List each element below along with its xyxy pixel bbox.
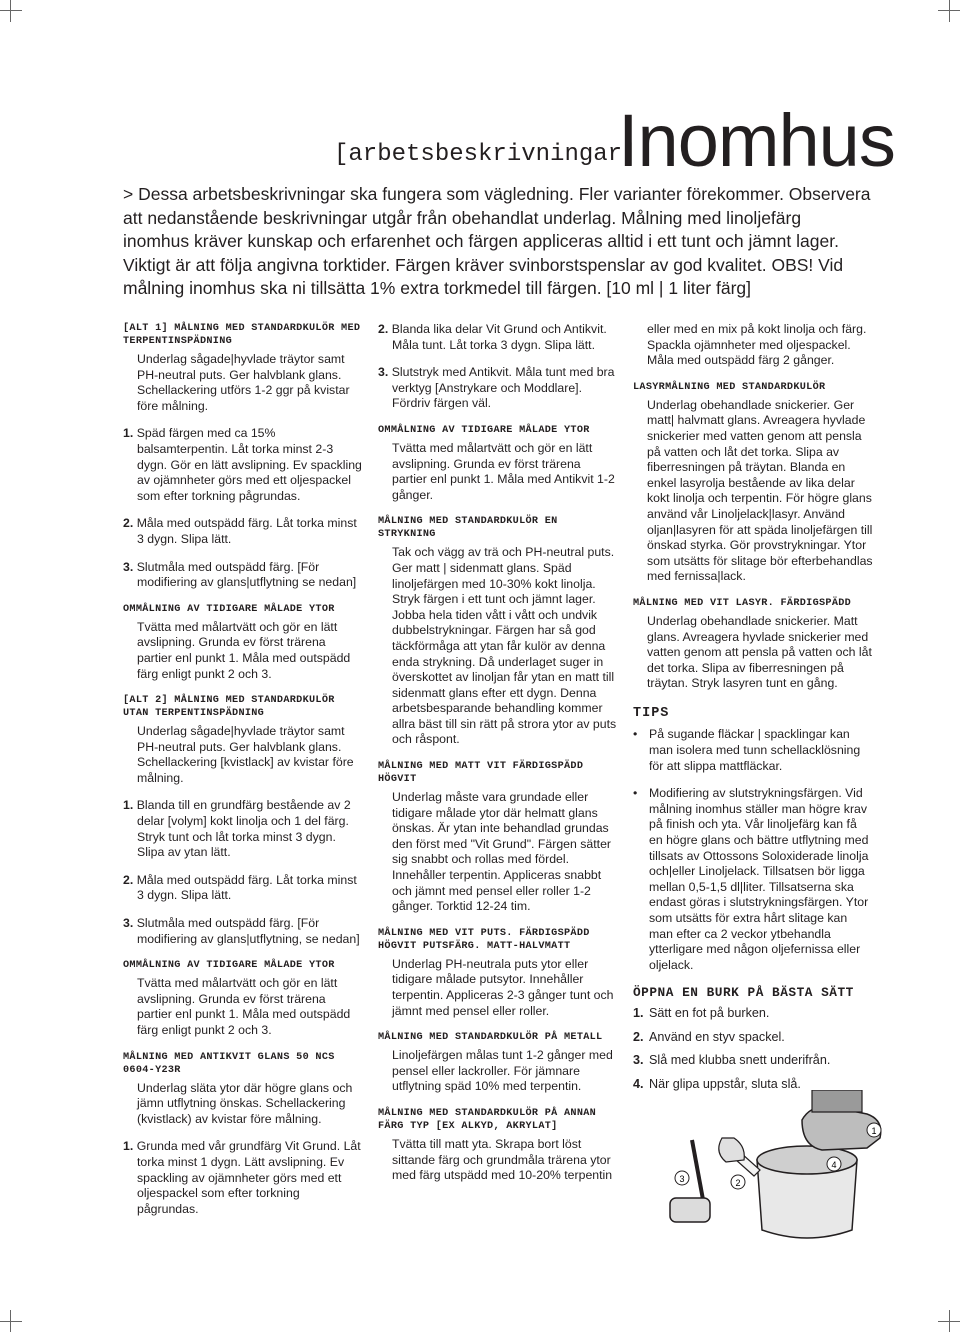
step-text: Späd färgen med ca 15% balsamterpentin. Låt torka minst 2-3 dygn. Gör en lätt avslipning. Ev spackling av ojämnheter görs med ett oljespackel som efter torkning pågrundas. [136, 426, 362, 503]
section-body: Underlag måste vara grundade eller tidigare målade ytor där helmatt glans önskas. Är ytan inte behandlad grundas den först med "Vit Grund". Färgen sätter sig snabbt och rollas med fördel. Innehåller terpentin. Appliceras snabbt och jämnt med pensel eller roller 1-2 gånger. Torktid 12-24 tim. [392, 790, 612, 914]
section-body: Underlag sågade|hyvlade träytor samt PH-neutral puts. Ger halvblank glans. Schellackering [kvistlack] av kvistar före målning. [137, 724, 354, 785]
step-text: Slutmåla med outspädd färg. [För modifiering av glans|utflytning se nedan] [136, 559, 357, 590]
crop-mark [949, 0, 950, 22]
step-text: Blanda till en grundfärg bestående av 2 delar [volym] kokt linolja och 1 del färg. Stryk tunt och låt torka minst 3 dygn. Slipa av ytan lätt. [136, 798, 351, 860]
step-number: 2. [123, 872, 134, 887]
title-prefix: [arbetsbeskrivningar] [334, 141, 637, 168]
step [123, 560, 363, 591]
section-heading: MÅLNING MED STANDARDKULÖR EN STRYKNING [378, 516, 558, 541]
step-text: Måla med outspädd färg. Låt torka minst 3 dygn. Slipa lätt. [136, 516, 357, 546]
section-heading: OMMÅLNING AV TIDIGARE MÅLADE YTOR [123, 603, 335, 615]
step-text: Slå med klubba snett underifrån. [649, 1053, 831, 1068]
section-body: Tvätta med målartvätt och gör en lätt avslipning. Grunda ev först trärena partier enl punkt 1. Måla med outspädd färg enligt punkt 2 och 3. [137, 619, 351, 681]
step-number: 3. [633, 1053, 644, 1068]
step-number: 1. [123, 1139, 134, 1154]
section-heading: OMMÅLNING AV TIDIGARE MÅLADE YTOR [378, 424, 590, 436]
step-text: Använd en styv spackel. [649, 1029, 785, 1044]
step [123, 516, 363, 547]
section-heading: MÅLNING MED MATT VIT FÄRDIGSPÄDD HÖGVIT [378, 761, 584, 786]
trouser-leg [812, 1090, 862, 1112]
section-heading: MÅLNING MED STANDARDKULÖR PÅ ANNAN FÄRG TYP [EX ALKYD, AKRYLAT] [378, 1107, 597, 1132]
marker-4-label: 4 [831, 1160, 837, 1170]
section-heading: MÅLNING MED VIT PUTS. FÄRDIGSPÄDD HÖGVIT PUTSFÄRG. MATT-HALVMATT [378, 927, 590, 952]
step-number: 4. [633, 1076, 644, 1091]
page-title [330, 92, 895, 182]
step [123, 798, 363, 860]
step-number: 3. [123, 559, 134, 574]
step-text: Blanda lika delar Vit Grund och Antikvit. Måla tunt. Låt torka 3 dygn. Slipa lätt. [391, 322, 607, 352]
section-body: Tvätta med målartvätt och gör en lätt avslipning. Grunda ev först trärena partier enl punkt 1. Måla med Antikvit 1-2 gånger. [392, 440, 615, 502]
hand-icon [719, 1138, 744, 1162]
marker-3-label: 3 [679, 1174, 685, 1184]
step [378, 322, 618, 353]
open-step [633, 1006, 873, 1022]
step-number: 1. [123, 426, 134, 441]
open-step [633, 1053, 873, 1069]
crop-mark [10, 0, 11, 22]
mallet-handle [692, 1140, 704, 1205]
section-body: Linoljefärgen målas tunt 1-2 gånger med pensel eller lackroller. För jämnare utflytning späd 10% med terpentin. [392, 1048, 613, 1094]
step-text: Slutmåla med outspädd färg. [För modifiering av glans|utflytning, se nedan] [136, 916, 360, 946]
crop-mark [938, 10, 960, 11]
tip-item: • På sugande fläckar | spacklingar kan man isolera med tunn schellacklösning för att slippa mattfläckar. [633, 727, 873, 774]
step-text: Sätt en fot på burken. [649, 1005, 770, 1020]
section-body: Underlag släta ytor där högre glans och jämn utflytning önskas. Schellackering (kvistlack) av kvistar före målning. [137, 1080, 353, 1126]
step-number: 2. [633, 1029, 644, 1044]
step-number: 2. [123, 516, 134, 531]
section-body: Underlag obehandlade snickerier. Ger matt| halvmatt glans. Avreagera hyvlade snickerier med vatten genom att pensla på vatten och låt det torka. Slipa av fiberresningen på träytan. Blanda en enkel lasyrolja bestående av lika delar kokt linolja och terpentin. För högre glans använd vår Linoljelack|lasyr. Använd oljan|lasyren för att späda linoljefärgen till önskad styrka. Gör provstrykningar. Ytor som utsätts för slitage bör efterbehandlas med fernissa|lack. [647, 397, 873, 584]
section-heading: MÅLNING MED STANDARDKULÖR PÅ METALL [378, 1032, 603, 1044]
title-main: Inomhus [618, 99, 895, 182]
marker-1-label: 1 [871, 1126, 877, 1136]
step-number: 1. [633, 1005, 644, 1020]
crop-mark [0, 10, 22, 11]
crop-mark [938, 1321, 960, 1322]
section-heading: LASYRMÅLNING MED STANDARDKULÖR [633, 381, 826, 393]
step-text: Måla med outspädd färg. Låt torka minst 3 dygn. Slipa lätt. [136, 872, 357, 903]
section-heading: [ALT 1] MÅLNING MED STANDARDKULÖR MED TERPENTINSPÄDNING [123, 323, 361, 347]
step [123, 1139, 363, 1217]
step-number: 3. [378, 365, 389, 380]
step [123, 426, 363, 504]
column-1 [123, 322, 363, 1229]
tip-item: • Modifiering av slutstrykningsfärgen. Vid målning inomhus ställer man högre krav på finish och yta. Vår linoljefärg kan få en högre glans och bättre utflytning med tillsats av Ottossons Soloxiderade linolja och|eller Linoljelack. Tillsatsen bör ligga mellan 0,5-1,5 dl|liter. Tillsatserna ska endast göras i slutstrykningsfärgen. Ytor som utsätts för extra hårt slitage kan man efter ca 2 veckor ytbehandla ytterligare med någon oljefernissa eller oljelack. [633, 786, 873, 973]
column-3 [633, 322, 873, 1100]
step [123, 916, 363, 947]
step [378, 365, 618, 412]
step-text: Grunda med vår grundfärg Vit Grund. Låt torka minst 1 dygn. Lätt avslipning. Ev spackling av ojämnheter görs med ett oljespackel som efter torkning pågrundas. [136, 1139, 361, 1216]
step-number: 2. [378, 322, 389, 336]
section-body: Tvätta med målartvätt och gör en lätt avslipning. Grunda ev först trärena partier enl punkt 1. Måla med outspädd färg enligt punkt 2 och 3. [137, 976, 351, 1037]
section-body: Tvätta till matt yta. Skrapa bort löst sittande färg och grundmåla trärena ytor med färg utspädd med 10-20% terpentin [392, 1136, 613, 1183]
open-can-illustration [662, 1090, 892, 1250]
intro-paragraph: > Dessa arbetsbeskrivningar ska fungera som vägledning. Fler varianter förekommer. Observera att nedanstående beskrivningar utgår från obehandlat underlag. Målning med linoljefärg inomhus kräver kunskap och erfarenhet och färgen appliceras alltid i ett tunt och jämnt lager. Viktigt är att följa angivna torktider. Färgen kräver svinborstspenslar av god kvalitet. OBS! Vid målning inomhus ska ni tillsätta 1% extra torkmedel till färgen. [10 ml | 1 liter färg] [123, 184, 871, 298]
section-heading: OMMÅLNING AV TIDIGARE MÅLADE YTOR [123, 960, 335, 972]
step-text: När glipa uppstår, sluta slå. [649, 1076, 801, 1091]
section-body: Underlag PH-neutrala puts ytor eller tidigare målade putsytor. Innehåller terpentin. Appliceras 2-3 gånger tunt och jämnt med pensel eller roller. [392, 956, 614, 1018]
open-step [633, 1030, 873, 1046]
section-heading: MÅLNING MED ANTIKVIT GLANS 50 NCS 0604-Y23R [123, 1051, 335, 1076]
column-2 [378, 322, 618, 1196]
open-can-heading: ÖPPNA EN BURK PÅ BÄSTA SÄTT [633, 985, 854, 1001]
step-number: 3. [123, 916, 134, 931]
section-body: eller med en mix på kokt linolja och färg. Spackla ojämnheter med oljespackel. Måla med outspädd färg 2 gånger. [647, 322, 867, 368]
section-body: Underlag sågade|hyvlade träytor samt PH-neutral puts. Ger halvblank glans. Schellackering utförs 1-2 ggr på kvistar före målning. [137, 352, 350, 413]
section-body: Underlag obehandlade snickerier. Matt glans. Avreagera hyvlade snickerier med vatten genom att pensla på vatten och låt det torka. Slipa av fiberresningen på träytan. Stryk lasyren tunt en gång. [647, 613, 872, 691]
marker-2-label: 2 [735, 1178, 741, 1188]
section-body: Tak och vägg av trä och PH-neutral puts. Ger matt | sidenmatt glans. Späd linoljefärgen med 10-30% kokt linolja. Stryk färgen i ett tunt och jämnt lager. Jobba hela tiden vått i vått och undvik dubbelstrykningar. Färgen har så god täckförmåga att ytan får kulör av denna enda strykning. Då underlaget suger in överskottet av linoljan får ytan en matt till sidenmatt glans efter ett dygn. Denna arbetsbesparande behandling kommer allra bäst till sin rätt på strora ytor av puts och råspont. [392, 545, 617, 747]
step-number: 1. [123, 798, 134, 813]
step-text: Slutstryk med Antikvit. Måla tunt med bra verktyg [Anstrykare och Moddlare]. Fördriv färgen väl. [391, 365, 615, 411]
paint-can-lid [757, 1146, 857, 1174]
tips-heading: TIPS [633, 705, 670, 721]
crop-mark [0, 1321, 22, 1322]
step [123, 873, 363, 904]
section-heading: [ALT 2] MÅLNING MED STANDARDKULÖR UTAN TERPENTINSPÄDNING [123, 695, 335, 720]
mallet-head [670, 1198, 710, 1222]
section-heading: MÅLNING MED VIT LASYR. FÄRDIGSPÄDD [633, 597, 852, 609]
